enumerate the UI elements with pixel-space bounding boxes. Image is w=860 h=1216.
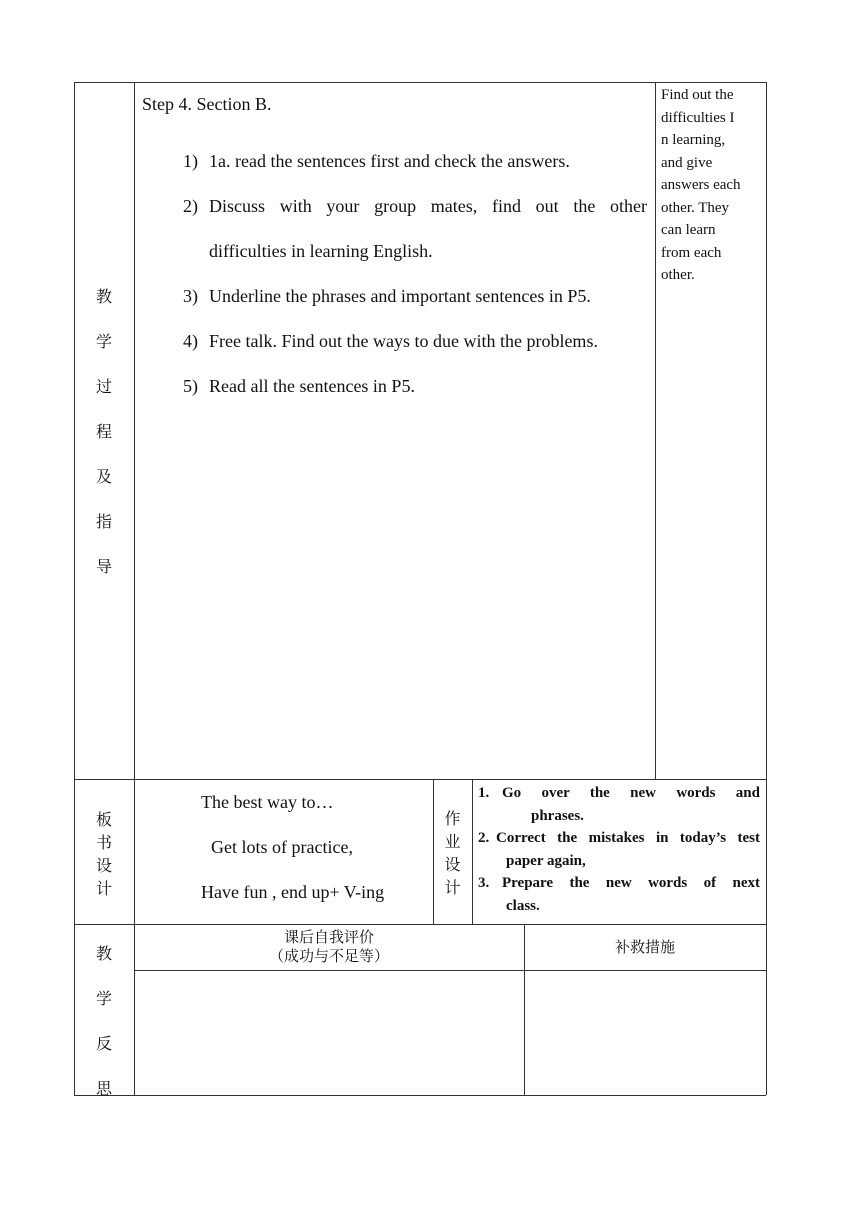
- step-item: [183, 274, 647, 319]
- notes-line: difficulties I: [661, 109, 735, 126]
- table-line-bottom: [74, 1095, 766, 1096]
- process-label-char: 及: [95, 467, 112, 486]
- table-line-process-bottom: [74, 779, 766, 780]
- step-text: Read all the sentences in P5.: [209, 376, 415, 396]
- homework-list: [478, 782, 760, 917]
- step-number: 3): [183, 286, 198, 306]
- homework-label-char: 业: [444, 832, 461, 851]
- homework-item: [478, 782, 760, 827]
- process-label-char: 程: [95, 422, 112, 441]
- notes-line: other.: [661, 267, 695, 283]
- reflection-label: [74, 931, 134, 1111]
- step-text: 1a. read the sentences first and check the answers.: [209, 151, 570, 171]
- step-item: [183, 184, 647, 229]
- board-line: The best way to…: [201, 792, 334, 812]
- table-line-board-bottom: [74, 924, 766, 925]
- notes-column: [661, 84, 761, 287]
- reflection-label-char: 学: [95, 989, 112, 1008]
- homework-label-char: 作: [444, 809, 461, 828]
- step-item: [183, 319, 647, 364]
- table-line-right: [766, 82, 767, 1095]
- notes-line: and give: [661, 154, 713, 171]
- step-title: Step 4. Section B.: [142, 94, 272, 114]
- process-label-char: 指: [95, 512, 112, 531]
- homework-label: [433, 807, 472, 899]
- board-line: Get lots of practice,: [211, 837, 353, 857]
- homework-text-cont: phrases.: [531, 807, 584, 824]
- notes-line: from each: [661, 244, 722, 261]
- self-evaluation-header: [134, 928, 524, 966]
- table-line-top: [74, 82, 766, 83]
- table-line-homework-label-right: [472, 779, 473, 924]
- table-line-notes-col: [655, 82, 656, 779]
- homework-label-char: 设: [444, 855, 461, 874]
- process-label-char: 导: [95, 557, 112, 576]
- step-item: [183, 364, 647, 409]
- step-item: [183, 139, 647, 184]
- process-label-char: 过: [95, 377, 112, 396]
- notes-line: n learning,: [661, 132, 726, 148]
- notes-line: other. They: [661, 199, 730, 216]
- board-label-char: 书: [95, 833, 112, 852]
- board-label-char: 计: [95, 879, 112, 898]
- homework-text-cont: class.: [506, 897, 540, 914]
- table-line-reflection-header: [134, 970, 766, 971]
- board-label-char: 板: [95, 810, 112, 829]
- homework-text: Go over the new words and: [502, 785, 760, 801]
- homework-text: Prepare the new words of next: [502, 875, 760, 891]
- step-number: 4): [183, 331, 198, 351]
- notes-line: can learn: [661, 222, 716, 238]
- board-label-char: 设: [95, 856, 112, 875]
- step-item-continuation: [183, 229, 647, 274]
- step-text: Underline the phrases and important sentences in P5.: [209, 286, 591, 306]
- homework-label-char: 计: [444, 878, 461, 897]
- reflection-label-char: 教: [95, 944, 112, 963]
- notes-line: answers each: [661, 177, 741, 193]
- board-line: Have fun , end up+ V-ing: [201, 882, 385, 902]
- step-text: Free talk. Find out the ways to due with the problems.: [209, 331, 598, 351]
- remedial-measures-header: 补救措施: [614, 938, 675, 956]
- step-number: 2): [183, 196, 198, 216]
- homework-item: [478, 827, 760, 872]
- process-label-char: 教: [95, 287, 112, 306]
- homework-number: 1.: [478, 785, 490, 801]
- reflection-label-char: 思: [95, 1079, 112, 1098]
- homework-text-cont: paper again,: [506, 852, 586, 869]
- reflection-label-char: 反: [95, 1034, 112, 1053]
- self-evaluation-title: 课后自我评价: [283, 928, 374, 946]
- step-number: 1): [183, 151, 198, 171]
- step-text: Discuss with your group mates, find out the other: [209, 196, 647, 216]
- homework-item: [478, 872, 760, 917]
- homework-number: 3.: [478, 875, 490, 891]
- step-number: 5): [183, 376, 198, 396]
- step-text: difficulties in learning English.: [209, 241, 433, 261]
- process-label: [74, 274, 134, 589]
- homework-number: 2.: [478, 830, 490, 846]
- self-evaluation-subtitle: （成功与不足等）: [268, 947, 389, 965]
- board-label: [74, 808, 134, 900]
- step-list: [183, 139, 647, 409]
- process-label-char: 学: [95, 332, 112, 351]
- homework-text: Correct the mistakes in today’s test: [496, 830, 760, 846]
- notes-line: Find out the: [661, 87, 734, 103]
